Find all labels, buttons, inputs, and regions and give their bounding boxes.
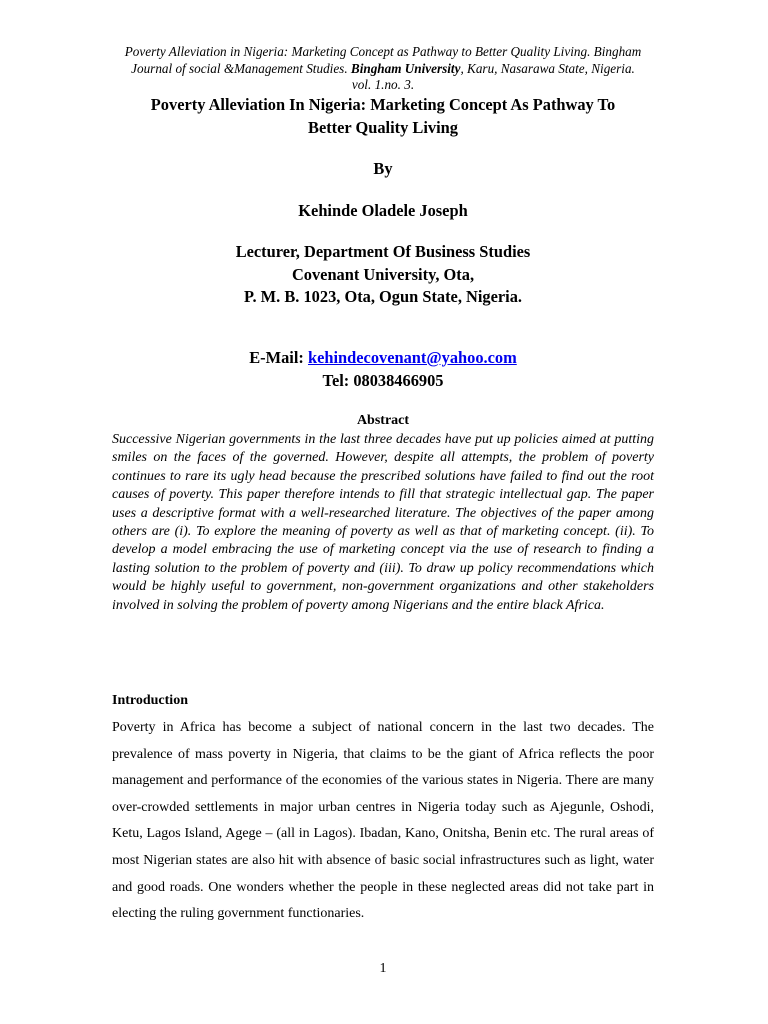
running-header-line-2: Journal of social &Management Studies. Bingham University, Karu, Nasarawa State, Nigeria. — [131, 60, 635, 76]
running-header-line-1: Poverty Alleviation in Nigeria: Marketing Concept as Pathway to Better Quality Living. Bingham — [124, 44, 642, 59]
page-number: 1 — [379, 961, 387, 976]
author-affiliation: Lecturer, Department Of Business Studies Covenant University, Ota, P. M. B. 1023, Ota, Ogun State, Nigeria. — [235, 242, 531, 306]
introduction-heading: Introduction — [112, 693, 188, 708]
university-name: Bingham University — [350, 60, 461, 76]
email-link[interactable]: kehindecovenant@yahoo.com — [307, 348, 517, 367]
introduction-body: Poverty in Africa has become a subject of national concern in the last two decades. The prevalence of mass poverty in Nigeria, that claims to be the giant of Africa reflects the poor management and performance of the economies of the various states in Nigeria. There are many over-crowded settlements in major urban centres in Nigeria today such as Ajegunle, Oshodi, Ketu, Lagos Island, Agege – (all in Lagos). Ibadan, Kano, Onitsha, Benin etc. The rural areas of most Nigerian states are also hit with absence of basic social infrastructures such as light, water and good roads. One wonders whether the people in these neglected areas did not take part in electing the ruling government functionaries. — [112, 720, 654, 922]
email-line: E-Mail: kehindecovenant@yahoo.com — [249, 348, 517, 367]
telephone: Tel: 08038466905 — [322, 370, 444, 390]
running-header-line-3: vol. 1.no. 3. — [351, 77, 415, 92]
by-line: By — [373, 159, 393, 178]
running-header — [112, 44, 654, 94]
author-name: Kehinde Oladele Joseph — [298, 201, 468, 220]
abstract-body: Successive Nigerian governments in the last three decades have put up policies aimed at putting smiles on the faces of the governed. However, despite all attempts, the problem of poverty continues to rare its ugly head because the prescribed solutions have failed to find out the root causes of poverty. This paper therefore intends to fill that strategic intellectual gap. The paper uses a descriptive format with a well-researched literature. The objectives of the paper among others are (i). To explore the meaning of poverty as well as that of marketing concept. (ii). To develop a model embracing the use of marketing concept via the use of research to finding a lasting solution to the problem of poverty and (iii). To draw up policy recommendations which would be highly useful to government, non-government organizations and other stakeholders involved in solving the problem of poverty among Nigerians and the entire black Africa. — [112, 432, 654, 613]
paper-title: Poverty Alleviation In Nigeria: Marketing Concept As Pathway To Better Quality Living — [150, 95, 616, 137]
author-contact — [112, 347, 654, 392]
abstract-heading: Abstract — [356, 413, 410, 428]
